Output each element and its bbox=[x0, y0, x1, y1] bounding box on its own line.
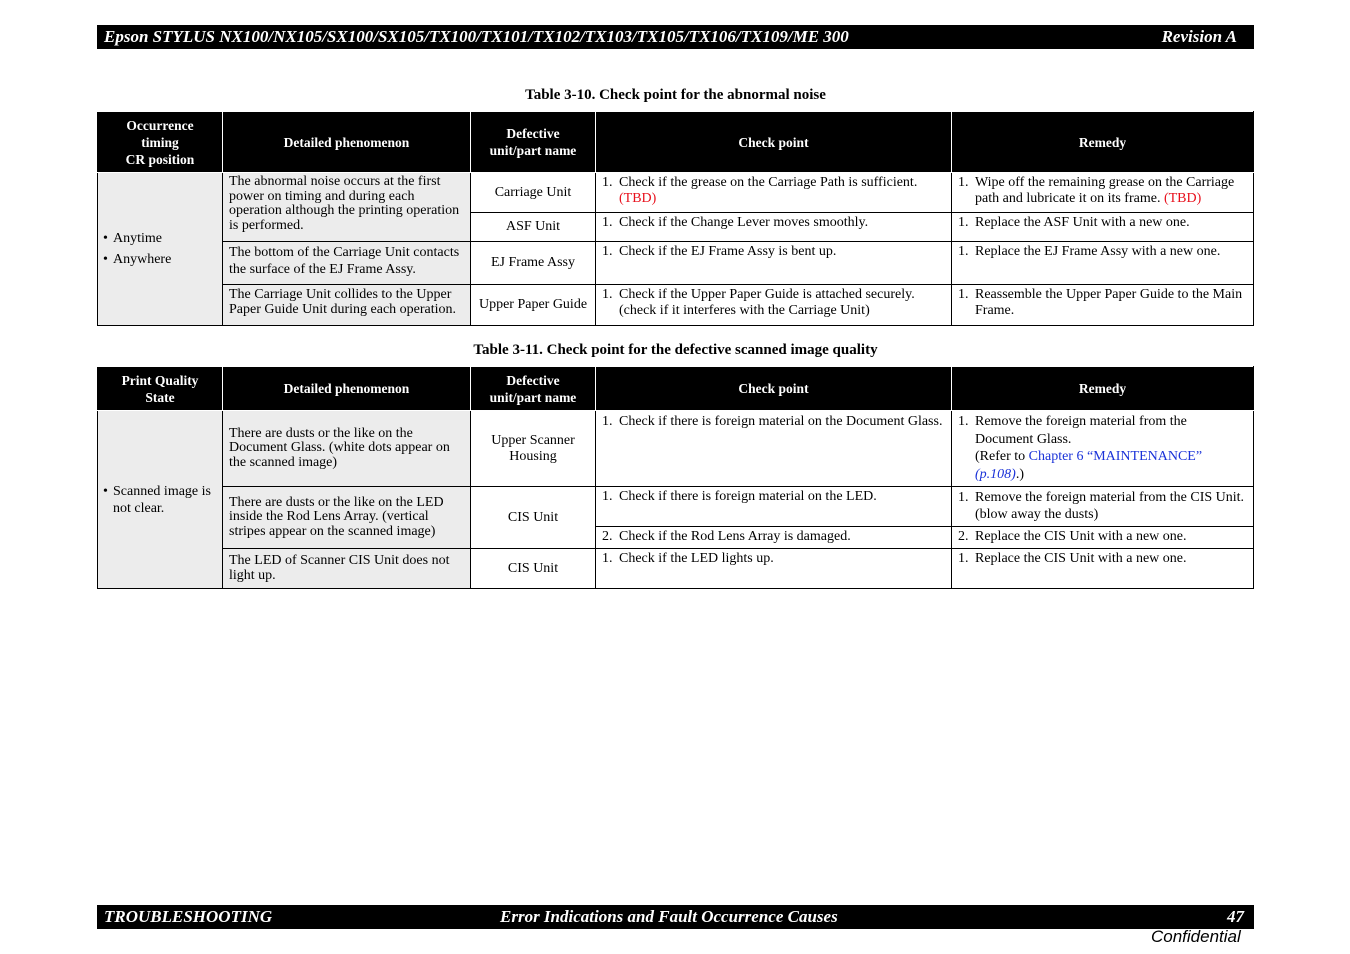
abnormal-noise-table bbox=[97, 111, 1254, 326]
unit-cell: ASF Unit bbox=[471, 213, 596, 242]
check-point-cell: 2. Check if the Rod Lens Array is damaged. bbox=[596, 527, 952, 549]
check-point-cell: 1. Check if the Change Lever moves smoothly. bbox=[596, 213, 952, 242]
header-bar bbox=[97, 25, 1254, 49]
phenomenon-cell: The LED of Scanner CIS Unit does not light up. bbox=[223, 549, 471, 589]
column-header-defective-unit: Defective unit/part name bbox=[471, 367, 596, 411]
phenomenon-cell: There are dusts or the like on the LED inside the Rod Lens Array. (vertical stripes appear on the scanned image) bbox=[223, 487, 471, 549]
document-title: Epson STYLUS NX100/NX105/SX100/SX105/TX100/TX101/TX102/TX103/TX105/TX106/TX109/ME 300 bbox=[104, 27, 849, 46]
column-header-phenomenon: Detailed phenomenon bbox=[223, 112, 471, 173]
check-point-cell: 1. Check if the grease on the Carriage Path is sufficient. (TBD) bbox=[596, 173, 952, 213]
remedy-cell: 2. Replace the CIS Unit with a new one. bbox=[952, 527, 1254, 549]
column-header-remedy: Remedy bbox=[952, 112, 1254, 173]
unit-cell: EJ Frame Assy bbox=[471, 242, 596, 285]
remedy-cell: 1. Replace the EJ Frame Assy with a new one. bbox=[952, 242, 1254, 285]
page-number: 47 bbox=[1227, 907, 1244, 926]
table-row bbox=[98, 242, 1254, 285]
unit-cell: Carriage Unit bbox=[471, 173, 596, 213]
table-row bbox=[98, 549, 1254, 589]
remedy-cell: 1. Remove the foreign material from the CIS Unit. (blow away the dusts) bbox=[952, 487, 1254, 527]
table-row bbox=[98, 173, 1254, 213]
remedy-cell: 1. Replace the CIS Unit with a new one. bbox=[952, 549, 1254, 589]
confidential-label: Confidential bbox=[1151, 927, 1241, 946]
table-row bbox=[98, 285, 1254, 326]
tbd-note: (TBD) bbox=[1163, 191, 1202, 206]
remedy-cell: 1. Reassemble the Upper Paper Guide to the Main Frame. bbox=[952, 285, 1254, 326]
check-point-cell: 1. Check if the EJ Frame Assy is bent up. bbox=[596, 242, 952, 285]
column-header-check-point: Check point bbox=[596, 112, 952, 173]
table-header-row bbox=[98, 367, 1254, 411]
column-header-phenomenon: Detailed phenomenon bbox=[223, 367, 471, 411]
state-cell: • Scanned image is not clear. bbox=[98, 411, 223, 589]
table-row bbox=[98, 487, 1254, 527]
section-label: TROUBLESHOOTING bbox=[104, 907, 273, 926]
footer-bar bbox=[97, 905, 1254, 929]
column-header-check-point: Check point bbox=[596, 367, 952, 411]
column-header-defective-unit: Defective unit/part name bbox=[471, 112, 596, 173]
chapter-label: Error Indications and Fault Occurrence Causes bbox=[500, 907, 838, 926]
tbd-note: (TBD) bbox=[619, 191, 657, 206]
check-point-cell: 1. Check if there is foreign material on the LED. bbox=[596, 487, 952, 527]
bullet-anytime: Anytime bbox=[113, 231, 162, 246]
bullet-anywhere: Anywhere bbox=[113, 252, 172, 267]
table-header-row bbox=[98, 112, 1254, 173]
table-row bbox=[98, 411, 1254, 487]
phenomenon-cell: The bottom of the Carriage Unit contacts the surface of the EJ Frame Assy. bbox=[223, 242, 471, 285]
phenomenon-cell: The Carriage Unit collides to the Upper Paper Guide Unit during each operation. bbox=[223, 285, 471, 326]
phenomenon-cell: The abnormal noise occurs at the first power on timing and during each operation although the printing operation is performed. bbox=[223, 173, 471, 242]
unit-cell: CIS Unit bbox=[471, 549, 596, 589]
column-header-occurrence: Occurrence timing CR position bbox=[98, 112, 223, 173]
page-reference-link[interactable]: (p.108) bbox=[975, 466, 1016, 482]
column-header-print-quality-state: Print Quality State bbox=[98, 367, 223, 411]
table-3-10-caption: Table 3-10. Check point for the abnormal noise bbox=[525, 87, 826, 103]
check-point-cell: 1. Check if the LED lights up. bbox=[596, 549, 952, 589]
remedy-cell: 1. Wipe off the remaining grease on the Carriage path and lubricate it on its frame. (TBD) bbox=[952, 173, 1254, 213]
column-header-remedy: Remedy bbox=[952, 367, 1254, 411]
unit-cell: CIS Unit bbox=[471, 487, 596, 549]
phenomenon-cell: There are dusts or the like on the Document Glass. (white dots appear on the scanned image) bbox=[223, 411, 471, 487]
unit-cell: Upper Paper Guide bbox=[471, 285, 596, 326]
unit-cell: Upper Scanner Housing bbox=[471, 411, 596, 487]
remedy-cell: 1. Remove the foreign material from the Document Glass. (Refer to Chapter 6 “MAINTENANCE” (p.108).) bbox=[952, 411, 1254, 487]
occurrence-cell: • Anytime • Anywhere bbox=[98, 173, 223, 326]
revision-label: Revision A bbox=[1161, 27, 1237, 46]
remedy-cell: 1. Replace the ASF Unit with a new one. bbox=[952, 213, 1254, 242]
maintenance-chapter-link[interactable]: Chapter 6 “MAINTENANCE” bbox=[1028, 449, 1203, 464]
bullet-scanned-image-not-clear: Scanned image is not clear. bbox=[113, 483, 211, 516]
table-3-11-caption: Table 3-11. Check point for the defective scanned image quality bbox=[473, 342, 878, 358]
check-point-cell: 1. Check if the Upper Paper Guide is attached securely. (check if it interferes with the Carriage Unit) bbox=[596, 285, 952, 326]
check-point-cell: 1. Check if there is foreign material on the Document Glass. bbox=[596, 411, 952, 487]
scanned-image-quality-table bbox=[97, 366, 1254, 589]
